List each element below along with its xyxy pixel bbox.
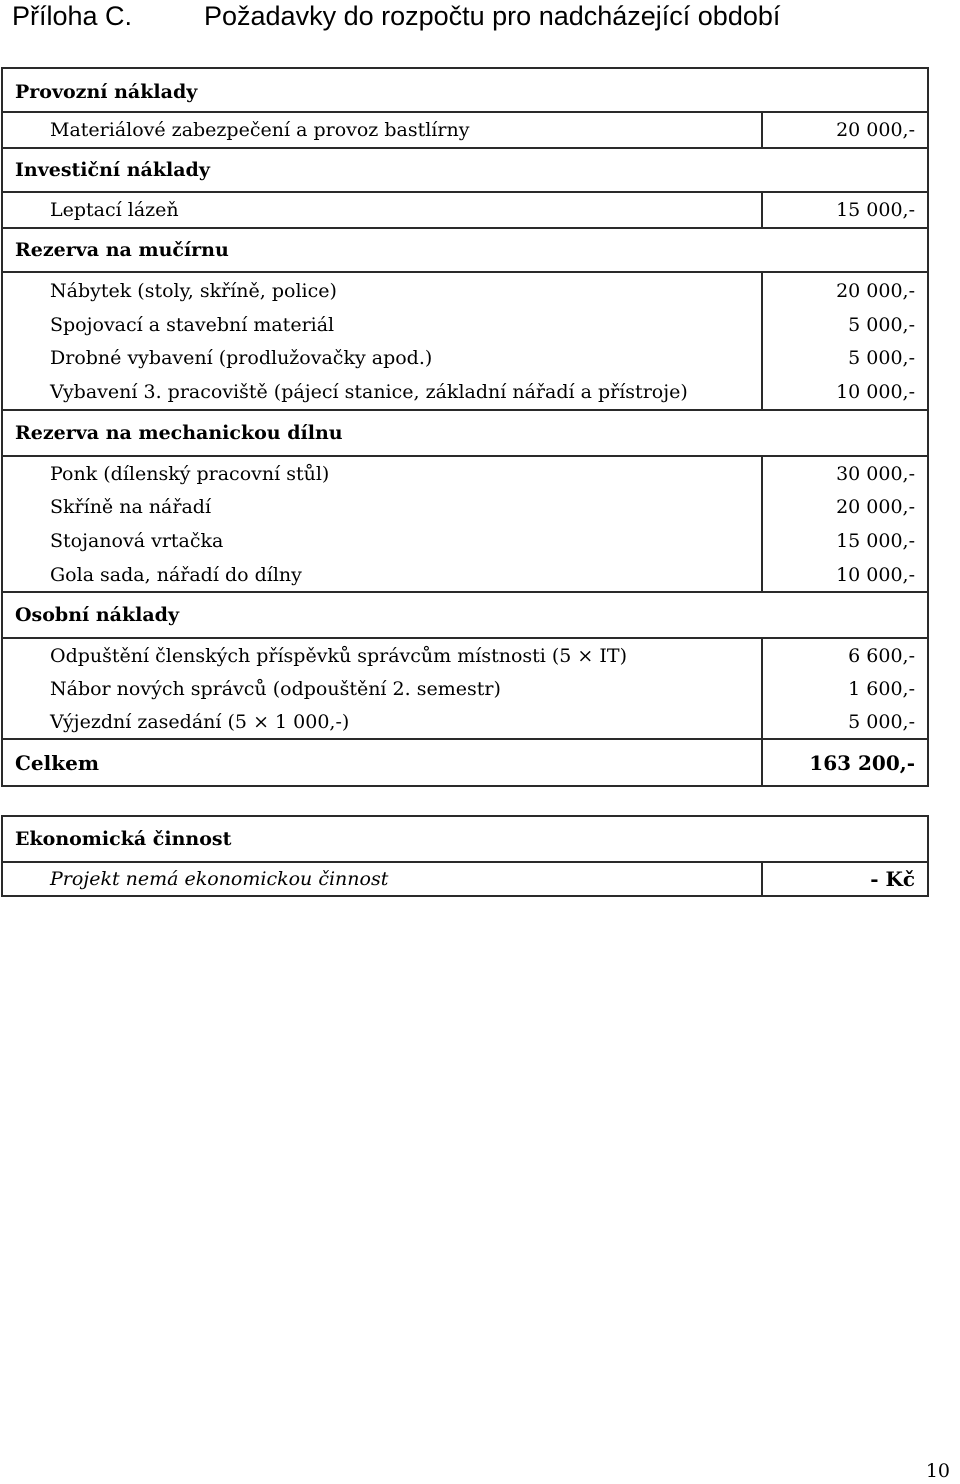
item-amount: 1 600,-: [762, 672, 928, 705]
budget-table: [1, 67, 929, 787]
item-amount: 5 000,-: [762, 308, 928, 341]
item-amount: 15 000,-: [762, 524, 928, 558]
item-label: Nábor nových správců (odpouštění 2. semestr): [2, 672, 762, 705]
item-label: Skříně na nářadí: [2, 490, 762, 524]
economic-item-label: Projekt nemá ekonomickou činnost: [2, 862, 762, 896]
item-label: Spojovací a stavební materiál: [2, 308, 762, 341]
item-amount: 5 000,-: [762, 341, 928, 374]
item-label: Stojanová vrtačka: [2, 524, 762, 558]
category-osobni: Osobní náklady: [2, 592, 928, 638]
item-label: Výjezdní zasedání (5 × 1 000,-): [2, 705, 762, 739]
page-heading: [12, 0, 948, 32]
page-number: 10: [925, 1460, 950, 1482]
category-investicni: Investiční náklady: [2, 148, 928, 192]
item-amount: 6 600,-: [762, 638, 928, 672]
item-label: Gola sada, nářadí do dílny: [2, 558, 762, 592]
total-label: Celkem: [2, 739, 762, 786]
item-amount: 20 000,-: [762, 272, 928, 308]
appendix-label: Příloha C.: [12, 1, 133, 31]
item-label: Materiálové zabezpečení a provoz bastlírny: [2, 112, 762, 148]
item-amount: 10 000,-: [762, 558, 928, 592]
economic-item-amount: - Kč: [762, 862, 928, 896]
item-amount: 20 000,-: [762, 490, 928, 524]
item-label: Vybavení 3. pracoviště (pájecí stanice, základní nářadí a přístroje): [2, 374, 762, 410]
category-mucirna: Rezerva na mučírnu: [2, 228, 928, 272]
category-dilna: Rezerva na mechanickou dílnu: [2, 410, 928, 456]
item-amount: 15 000,-: [762, 192, 928, 228]
item-label: Odpuštění členských příspěvků správcům místnosti (5 × IT): [2, 638, 762, 672]
page-title: Požadavky do rozpočtu pro nadcházející období: [204, 1, 781, 31]
economic-table: [1, 815, 929, 897]
item-label: Leptací lázeň: [2, 192, 762, 228]
item-label: Drobné vybavení (prodlužovačky apod.): [2, 341, 762, 374]
item-amount: 20 000,-: [762, 112, 928, 148]
item-label: Ponk (dílenský pracovní stůl): [2, 456, 762, 490]
total-amount: 163 200,-: [762, 739, 928, 786]
category-provozni: Provozní náklady: [2, 68, 928, 112]
item-label: Nábytek (stoly, skříně, police): [2, 272, 762, 308]
item-amount: 30 000,-: [762, 456, 928, 490]
category-ekonomicka: Ekonomická činnost: [2, 816, 928, 862]
item-amount: 5 000,-: [762, 705, 928, 739]
item-amount: 10 000,-: [762, 374, 928, 410]
